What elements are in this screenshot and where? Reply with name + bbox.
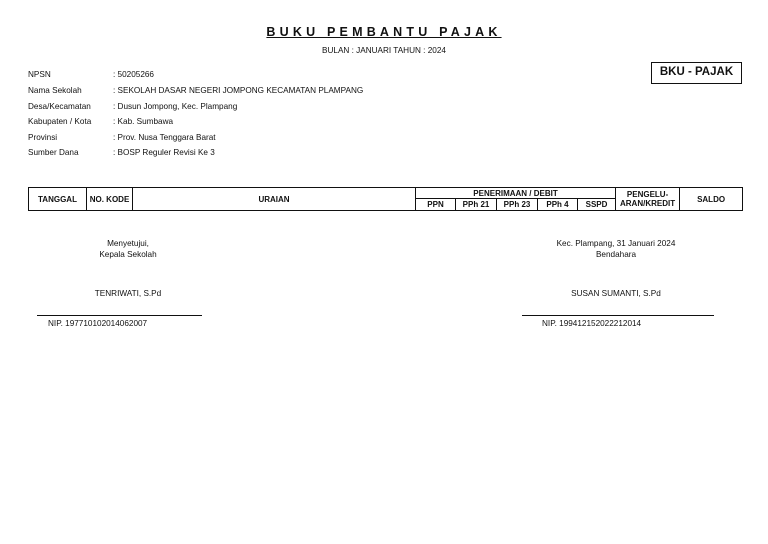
col-header-pph4: PPh 4: [538, 199, 578, 211]
info-value-nama-sekolah: : SEKOLAH DASAR NEGERI JOMPONG KECAMATAN PLAMPANG: [113, 86, 364, 95]
document-subtitle: BULAN : JANUARI TAHUN : 2024: [322, 46, 446, 55]
info-label-npsn: NPSN: [28, 70, 51, 79]
signature-right-date: Kec. Plampang, 31 Januari 2024: [556, 239, 676, 248]
info-value-desa-kecamatan: : Dusun Jompong, Kec. Plampang: [113, 102, 238, 111]
col-header-ppn: PPN: [416, 199, 456, 211]
info-label-desa-kecamatan: Desa/Kecamatan: [28, 102, 91, 111]
document-title: BUKU PEMBANTU PAJAK: [266, 25, 502, 39]
info-value-provinsi: : Prov. Nusa Tenggara Barat: [113, 133, 216, 142]
ledger-table: [28, 187, 743, 211]
col-header-pengeluaran-line2: ARAN/KREDIT: [620, 199, 676, 208]
info-label-sumber-dana: Sumber Dana: [28, 148, 79, 157]
info-label-nama-sekolah: Nama Sekolah: [28, 86, 82, 95]
col-header-uraian: URAIAN: [133, 188, 416, 211]
info-value-kabupaten: : Kab. Sumbawa: [113, 117, 174, 126]
info-label-provinsi: Provinsi: [28, 133, 58, 142]
signature-left-approval: Menyetujui,: [107, 239, 149, 248]
signature-right-name: SUSAN SUMANTI, S.Pd: [571, 289, 661, 298]
info-label-kabupaten: Kabupaten / Kota: [28, 117, 92, 126]
info-value-sumber-dana: : BOSP Reguler Revisi Ke 3: [113, 148, 215, 157]
col-header-saldo: SALDO: [680, 188, 743, 211]
info-value-npsn: : 50205266: [113, 70, 154, 79]
signature-right-line: [522, 315, 714, 316]
col-header-pengeluaran: [616, 188, 680, 211]
col-header-pengeluaran-line1: PENGELU-: [626, 190, 669, 199]
col-header-no-kode: NO. KODE: [87, 188, 133, 211]
bku-pajak-badge: BKU - PAJAK: [651, 62, 742, 84]
signature-left-role: Kepala Sekolah: [99, 250, 157, 259]
signature-left-nip: NIP. 197710102014062007: [48, 319, 148, 328]
signature-left-line: [37, 315, 202, 316]
col-header-pph21: PPh 21: [456, 199, 497, 211]
col-header-sspd: SSPD: [578, 199, 616, 211]
signature-right-nip: NIP. 199412152022212014: [542, 319, 642, 328]
signature-left-name: TENRIWATI, S.Pd: [94, 289, 162, 298]
signature-right-role: Bendahara: [595, 250, 637, 259]
col-header-tanggal: TANGGAL: [29, 188, 87, 211]
col-header-penerimaan: PENERIMAAN / DEBIT: [416, 188, 616, 199]
col-header-pph23: PPh 23: [497, 199, 538, 211]
